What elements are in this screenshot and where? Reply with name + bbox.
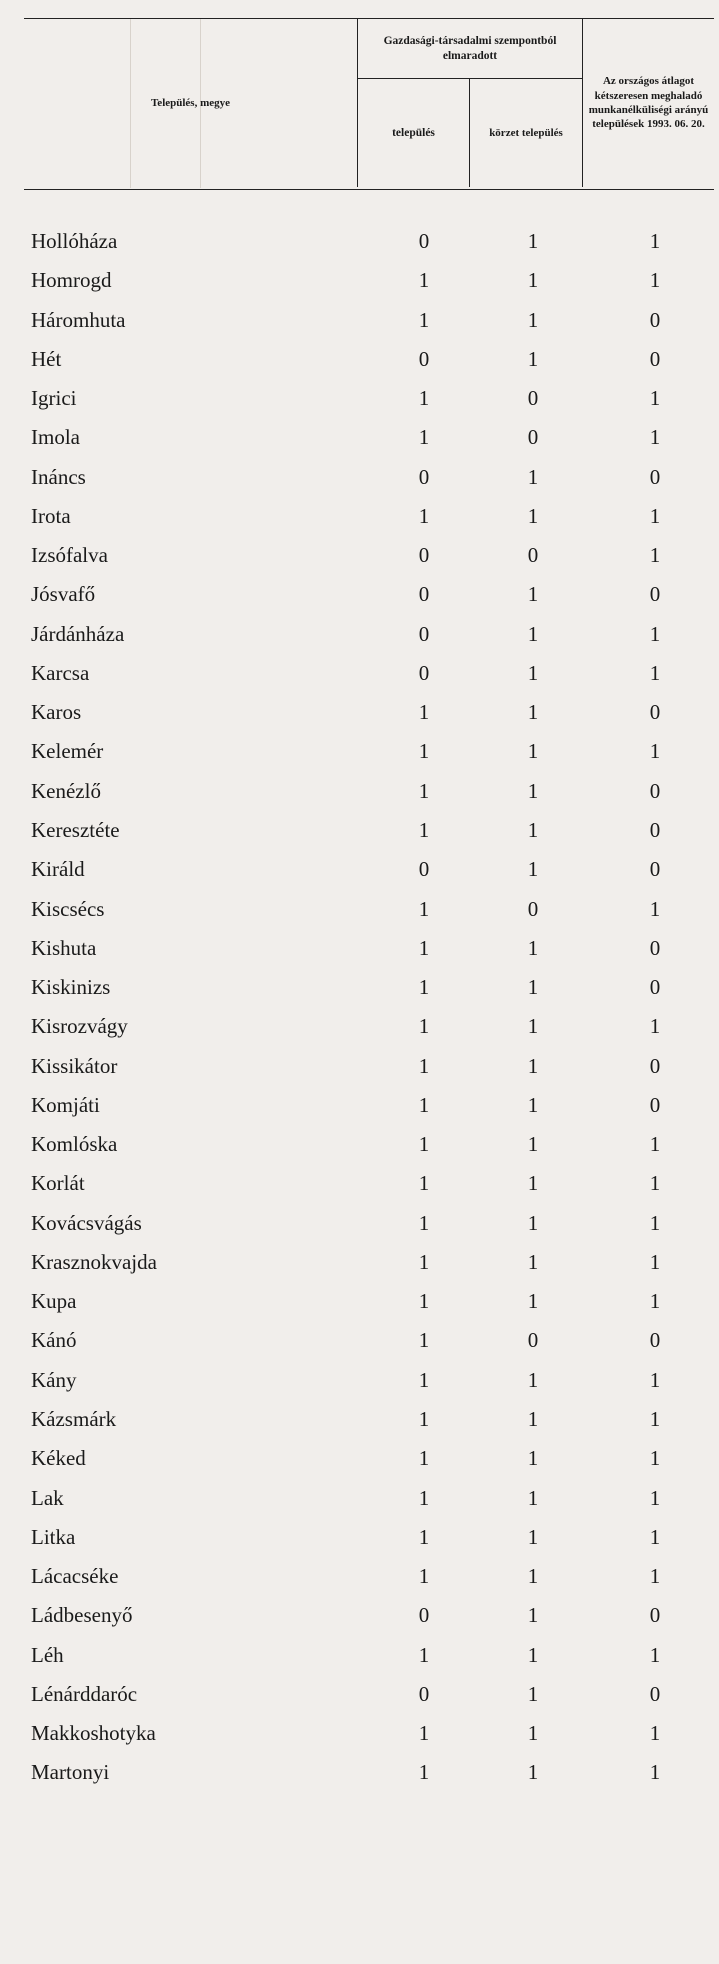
high-unemployment-value: 1 [649,1760,661,1785]
underdeveloped-settlement-value: 0 [418,229,430,253]
district-settlement-value: 1 [527,1446,539,1471]
table-row [0,1164,719,1203]
high-unemployment-value: 1 [649,1367,661,1392]
district-settlement-value: 1 [527,700,539,725]
high-unemployment-value: 1 [649,425,661,450]
district-settlement-value: 1 [527,1367,539,1392]
high-unemployment-value: 0 [649,778,661,803]
district-settlement-value: 1 [527,935,539,960]
table-row [0,1714,719,1753]
settlement-name: Kissikátor [31,1053,118,1078]
table-row [0,1753,719,1792]
table-row [0,1400,719,1439]
underdeveloped-settlement-value: 1 [418,268,430,293]
table-row [0,1204,719,1243]
high-unemployment-value: 0 [649,307,661,332]
table-row [0,1282,719,1321]
underdeveloped-settlement-value: 1 [418,1210,430,1235]
district-settlement-value: 1 [527,1171,539,1196]
district-settlement-value: 0 [527,543,539,568]
underdeveloped-settlement-value: 1 [418,425,430,450]
settlement-name: Kenézlő [31,778,101,803]
table-row [0,379,719,418]
underdeveloped-settlement-value: 1 [418,386,430,411]
high-unemployment-value: 1 [649,1406,661,1431]
underdeveloped-settlement-value: 0 [418,346,430,371]
high-unemployment-value: 0 [649,1603,661,1628]
district-settlement-value: 1 [527,1406,539,1431]
underdeveloped-settlement-value: 0 [418,582,430,607]
table-row [0,222,719,261]
high-unemployment-value: 0 [649,582,661,607]
high-unemployment-value: 1 [649,1485,661,1510]
district-settlement-value: 1 [527,1681,539,1706]
table-row [0,890,719,929]
district-settlement-value: 1 [527,1014,539,1039]
high-unemployment-value: 1 [649,1564,661,1589]
district-settlement-value: 1 [527,1642,539,1667]
high-unemployment-value: 0 [649,346,661,371]
high-unemployment-value: 1 [649,1524,661,1549]
underdeveloped-settlement-value: 1 [418,700,430,725]
district-settlement-value: 1 [527,660,539,685]
table-row [0,850,719,889]
settlement-name: Keresztéte [31,817,120,842]
underdeveloped-settlement-value: 0 [418,543,430,568]
high-unemployment-value: 1 [649,1014,661,1039]
table-row [0,261,719,300]
underdeveloped-settlement-value: 0 [418,464,430,489]
district-settlement-value: 1 [527,268,539,293]
high-unemployment-value: 1 [649,503,661,528]
table-row [0,418,719,457]
high-unemployment-value: 1 [649,229,661,253]
high-unemployment-value: 0 [649,817,661,842]
table-row [0,458,719,497]
settlement-name: Hollóháza [31,229,118,253]
underdeveloped-settlement-value: 1 [418,1760,430,1785]
high-unemployment-value: 1 [649,1446,661,1471]
table-row [0,1321,719,1360]
district-settlement-value: 1 [527,464,539,489]
table-row [0,340,719,379]
high-unemployment-value: 0 [649,1681,661,1706]
settlement-name: Kupa [31,1289,77,1314]
underdeveloped-settlement-value: 1 [418,1721,430,1746]
underdeveloped-settlement-value: 1 [418,1171,430,1196]
settlement-name: Kishuta [31,935,97,960]
table-row [0,1675,719,1714]
high-unemployment-value: 1 [649,1249,661,1274]
table-row [0,575,719,614]
settlement-name: Karos [31,700,82,725]
table-row [0,1243,719,1282]
high-unemployment-value: 1 [649,1642,661,1667]
district-settlement-value: 1 [527,1524,539,1549]
high-unemployment-value: 1 [649,1289,661,1314]
underdeveloped-settlement-value: 0 [418,1603,430,1628]
district-settlement-value: 1 [527,229,539,253]
district-settlement-value: 1 [527,857,539,882]
high-unemployment-value: 1 [649,386,661,411]
district-settlement-value: 1 [527,1603,539,1628]
underdeveloped-settlement-value: 1 [418,1485,430,1510]
underdeveloped-settlement-value: 1 [418,975,430,1000]
table-row [0,693,719,732]
high-unemployment-value: 0 [649,975,661,1000]
high-unemployment-value: 1 [649,1132,661,1157]
settlement-name: Kánó [31,1328,77,1353]
table-row [0,968,719,1007]
table-row [0,772,719,811]
district-settlement-value: 1 [527,778,539,803]
settlement-name: Lénárddaróc [31,1681,138,1706]
settlement-name: Karcsa [31,660,90,685]
high-unemployment-value: 1 [649,660,661,685]
high-unemployment-value: 1 [649,1210,661,1235]
header-settlement: település [358,79,470,187]
high-unemployment-value: 0 [649,1092,661,1117]
table-row [0,536,719,575]
underdeveloped-settlement-value: 1 [418,1564,430,1589]
district-settlement-value: 1 [527,1760,539,1785]
table-row [0,1518,719,1557]
header-district-settlement: körzet település [470,79,583,187]
settlement-name: Járdánháza [31,621,125,646]
settlement-name: Királd [31,857,85,882]
settlement-name: Kelemér [31,739,104,764]
underdeveloped-settlement-value: 1 [418,1092,430,1117]
district-settlement-value: 1 [527,1721,539,1746]
table-row [0,1557,719,1596]
underdeveloped-settlement-value: 1 [418,503,430,528]
table-row [0,1007,719,1046]
settlement-name: Litka [31,1524,76,1549]
settlement-name: Martonyi [31,1760,110,1785]
header-unemployment: Az országos átlagot kétszeresen meghaladó munkanélküliségi arányú települések 1993. 06. 20. [588,75,709,131]
underdeveloped-settlement-value: 0 [418,660,430,685]
table-row [0,1439,719,1478]
high-unemployment-value: 1 [649,739,661,764]
underdeveloped-settlement-value: 1 [418,935,430,960]
district-settlement-value: 0 [527,386,539,411]
underdeveloped-settlement-value: 0 [418,1681,430,1706]
district-settlement-value: 1 [527,582,539,607]
settlement-name: Háromhuta [31,307,126,332]
settlement-name: Jósvafő [31,582,96,607]
settlement-name: Kiskinizs [31,975,111,1000]
district-settlement-value: 1 [527,346,539,371]
underdeveloped-settlement-value: 1 [418,1132,430,1157]
settlement-name: Makkoshotyka [31,1721,156,1746]
high-unemployment-value: 0 [649,1328,661,1353]
underdeveloped-settlement-value: 1 [418,1367,430,1392]
settlement-name: Imola [31,425,80,450]
settlement-name: Korlát [31,1171,85,1196]
table-row [0,929,719,968]
table-header [24,18,714,190]
district-settlement-value: 1 [527,1210,539,1235]
high-unemployment-value: 0 [649,857,661,882]
underdeveloped-settlement-value: 1 [418,1524,430,1549]
underdeveloped-settlement-value: 1 [418,817,430,842]
high-unemployment-value: 1 [649,1171,661,1196]
settlement-name: Kázsmárk [31,1406,117,1431]
high-unemployment-value: 0 [649,1053,661,1078]
settlement-name: Lácacséke [31,1564,119,1589]
table-row [0,1596,719,1635]
settlement-name: Komlóska [31,1132,118,1157]
settlement-name: Lak [31,1485,64,1510]
underdeveloped-settlement-value: 1 [418,1014,430,1039]
settlement-name: Igrici [31,386,77,411]
underdeveloped-settlement-value: 1 [418,1289,430,1314]
settlement-name: Kány [31,1367,77,1392]
district-settlement-value: 1 [527,1485,539,1510]
table-row [0,1047,719,1086]
table-row [0,301,719,340]
district-settlement-value: 1 [527,307,539,332]
settlement-name: Homrogd [31,268,112,293]
settlement-name: Kovácsvágás [31,1210,142,1235]
table-row [0,615,719,654]
settlement-name: Kiscsécs [31,896,105,921]
settlement-name: Ináncs [31,464,86,489]
header-settlement-county: Település, megye [24,19,358,187]
table-row [0,1361,719,1400]
high-unemployment-value: 0 [649,700,661,725]
underdeveloped-settlement-value: 1 [418,1446,430,1471]
settlement-name: Kéked [31,1446,86,1471]
district-settlement-value: 1 [527,975,539,1000]
district-settlement-value: 1 [527,817,539,842]
table-row [0,654,719,693]
district-settlement-value: 0 [527,896,539,921]
underdeveloped-settlement-value: 1 [418,1328,430,1353]
underdeveloped-settlement-value: 0 [418,857,430,882]
table-row [0,811,719,850]
table-row [0,1636,719,1675]
table-row [0,1086,719,1125]
table-row [0,732,719,771]
high-unemployment-value: 1 [649,543,661,568]
district-settlement-value: 1 [527,1053,539,1078]
high-unemployment-value: 1 [649,621,661,646]
underdeveloped-settlement-value: 1 [418,1053,430,1078]
underdeveloped-settlement-value: 1 [418,307,430,332]
district-settlement-value: 1 [527,503,539,528]
table-row [0,1125,719,1164]
underdeveloped-settlement-value: 1 [418,778,430,803]
underdeveloped-settlement-value: 0 [418,621,430,646]
district-settlement-value: 1 [527,1249,539,1274]
table-row [0,497,719,536]
settlement-name: Irota [31,503,71,528]
district-settlement-value: 1 [527,1564,539,1589]
high-unemployment-value: 0 [649,935,661,960]
underdeveloped-settlement-value: 1 [418,1406,430,1431]
settlement-name: Izsófalva [31,543,108,568]
settlement-name: Ládbesenyő [31,1603,133,1628]
district-settlement-value: 1 [527,621,539,646]
district-settlement-value: 1 [527,1132,539,1157]
district-settlement-value: 1 [527,1289,539,1314]
high-unemployment-value: 1 [649,896,661,921]
high-unemployment-value: 1 [649,1721,661,1746]
settlement-name: Hét [31,346,62,371]
table-body [0,222,719,1793]
underdeveloped-settlement-value: 1 [418,739,430,764]
table-row [0,1479,719,1518]
district-settlement-value: 1 [527,739,539,764]
settlement-name: Kisrozvágy [31,1014,128,1039]
underdeveloped-settlement-value: 1 [418,1249,430,1274]
settlement-name: Komjáti [31,1092,100,1117]
header-underdeveloped-group: Gazdasági-társadalmi szempontból elmaradott [358,19,583,79]
underdeveloped-settlement-value: 1 [418,1642,430,1667]
underdeveloped-settlement-value: 1 [418,896,430,921]
district-settlement-value: 0 [527,1328,539,1353]
settlement-name: Léh [31,1642,64,1667]
high-unemployment-value: 1 [649,268,661,293]
district-settlement-value: 0 [527,425,539,450]
district-settlement-value: 1 [527,1092,539,1117]
high-unemployment-value: 0 [649,464,661,489]
settlement-name: Krasznokvajda [31,1249,157,1274]
